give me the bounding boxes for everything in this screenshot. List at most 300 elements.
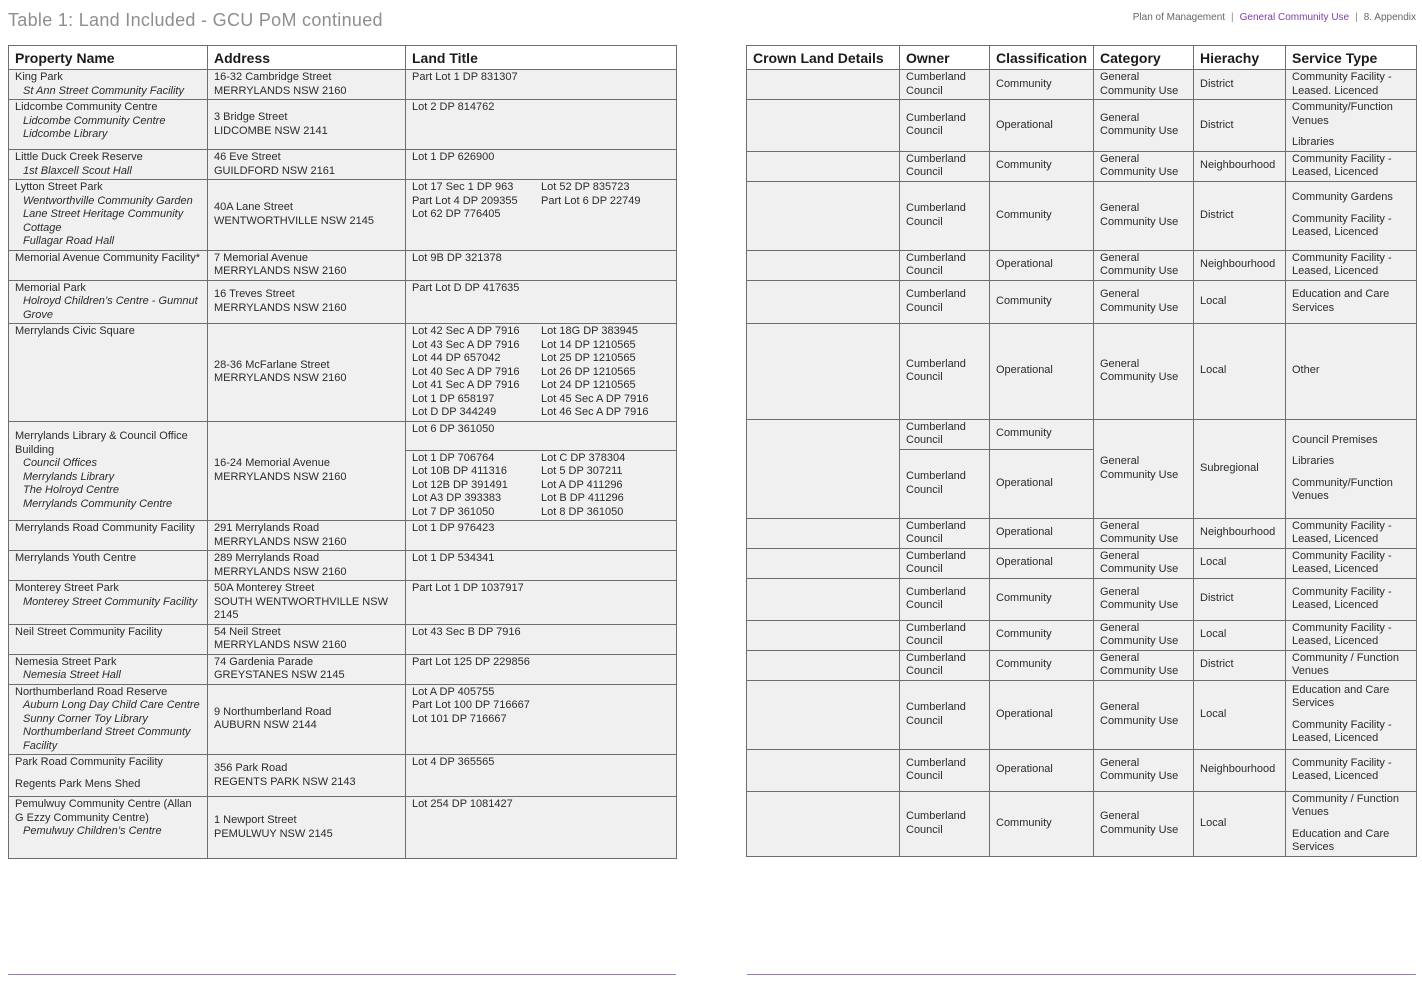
service-type-item: Education and Care Services: [1292, 683, 1390, 709]
property-name: Merrylands Road Community Facility: [15, 522, 195, 534]
crown-land-cell: [747, 650, 900, 680]
facility-name: Council Offices: [23, 457, 97, 470]
classification-cell: Community: [990, 620, 1094, 650]
table-row: [747, 280, 1417, 323]
land-title-lot: Lot 1 DP 658197: [412, 392, 495, 405]
crown-land-cell: [747, 250, 900, 280]
address-line: MERRYLANDS NSW 2160: [214, 535, 347, 548]
service-gap: [1292, 469, 1410, 477]
land-table-right: [746, 45, 1417, 857]
service-type-item: Community/Function Venues: [1292, 476, 1393, 502]
service-type-cell: [1286, 250, 1417, 280]
service-type-item: Community Facility - Leased, Licenced: [1292, 549, 1392, 575]
breadcrumb-item-plan[interactable]: Plan of Management: [1132, 12, 1226, 23]
table-row: [747, 650, 1417, 680]
owner-cell: Cumberland Council: [900, 449, 990, 518]
category-cell: General Community Use: [1094, 650, 1194, 680]
address-line: 74 Gardenia Parade: [214, 655, 314, 668]
table-row: [747, 100, 1417, 152]
category-cell: General Community Use: [1094, 323, 1194, 419]
land-title-lot: Lot A3 DP 393383: [412, 492, 502, 504]
owner-cell: Cumberland Council: [900, 650, 990, 680]
service-type-item: Community/Function Venues: [1292, 101, 1393, 127]
land-title-lot: Lot 1 DP 976423: [412, 522, 495, 534]
land-title-cell: [406, 450, 677, 521]
table-row: [747, 323, 1417, 419]
address-cell: [208, 280, 406, 324]
hierarchy-cell: Local: [1194, 680, 1286, 749]
address-line: 16-24 Memorial Avenue: [214, 457, 330, 470]
land-title-lot: Lot 9B DP 321378: [412, 251, 502, 264]
address-cell: [208, 654, 406, 684]
table-row: [9, 624, 677, 654]
land-title-lot: Lot 43 Sec B DP 7916: [412, 625, 521, 638]
land-title-col-2: [541, 452, 670, 520]
hierarchy-cell: Local: [1194, 548, 1286, 578]
owner-cell: Cumberland Council: [900, 749, 990, 791]
service-type-item: Community Facility - Leased, Licenced: [1292, 756, 1392, 782]
service-type-item: Libraries: [1292, 136, 1335, 148]
table-row: [9, 280, 677, 324]
breadcrumb: Plan of Management | General Community Use | 8. Appendix: [1132, 12, 1416, 23]
property-name: Pemulwuy Community Centre (Allan G Ezzy Community Centre): [15, 798, 192, 824]
service-type-item: Community Gardens: [1292, 191, 1393, 204]
service-type-cell: [1286, 323, 1417, 419]
service-type-item: Education and Care Services: [1292, 288, 1390, 314]
land-title-col-1: [412, 452, 541, 520]
owner-cell: Cumberland Council: [900, 518, 990, 548]
address-cell: [208, 70, 406, 100]
footer-rule-left: [8, 974, 676, 975]
property-name: Merrylands Youth Centre: [15, 552, 137, 564]
facility-name: Merrylands Community Centre: [23, 497, 173, 510]
property-name: Merrylands Civic Square: [15, 325, 135, 337]
category-cell: General Community Use: [1094, 70, 1194, 100]
service-type-cell: [1286, 151, 1417, 181]
address-cell: [208, 581, 406, 625]
property-name-cell: [9, 755, 208, 797]
service-type-item: Community Facility - Leased, Licenced: [1292, 152, 1392, 178]
breadcrumb-item-gcu[interactable]: General Community Use: [1239, 12, 1350, 23]
address-line: MERRYLANDS NSW 2160: [214, 301, 347, 314]
table-row: [9, 581, 677, 625]
facility-name: Wentworthville Community Garden: [23, 194, 193, 207]
land-title-lot: Lot 8 DP 361050: [541, 505, 624, 518]
land-title-lot: Lot 6 DP 361050: [412, 422, 495, 435]
property-name-cell: [9, 624, 208, 654]
hierarchy-cell: Local: [1194, 280, 1286, 323]
property-name: Memorial Avenue Community Facility*: [15, 251, 201, 264]
owner-cell: Cumberland Council: [900, 680, 990, 749]
service-type-cell: [1286, 181, 1417, 250]
service-type-cell: [1286, 419, 1417, 518]
facility-name: Lidcombe Library: [23, 128, 108, 140]
hierarchy-cell: Local: [1194, 791, 1286, 856]
address-line: LIDCOMBE NSW 2141: [214, 124, 328, 137]
land-title-lot: Lot 254 DP 1081427: [412, 798, 513, 810]
crown-land-cell: [747, 181, 900, 250]
facility-name: St Ann Street Community Facility: [23, 84, 184, 97]
address-cell: [208, 755, 406, 797]
property-name-cell: [9, 684, 208, 755]
classification-cell: Operational: [990, 449, 1094, 518]
owner-cell: Cumberland Council: [900, 419, 990, 449]
classification-cell: Community: [990, 70, 1094, 100]
land-title-lot: Lot B DP 411296: [541, 492, 624, 504]
service-type-item: Community / Function Venues: [1292, 651, 1399, 677]
table-row: [9, 797, 677, 859]
table-row: [9, 421, 677, 450]
address-line: 46 Eve Street: [214, 151, 281, 163]
land-title-lot: Part Lot 1 DP 1037917: [412, 582, 524, 594]
category-cell: General Community Use: [1094, 419, 1194, 518]
service-gap: [1292, 820, 1410, 828]
address-line: 1 Newport Street: [214, 814, 297, 826]
service-type-cell: [1286, 749, 1417, 791]
land-title-lot: Lot 42 Sec A DP 7916: [412, 325, 520, 337]
address-cell: [208, 684, 406, 755]
address-line: REGENTS PARK NSW 2143: [214, 775, 356, 788]
col-classification: Classification: [990, 46, 1094, 70]
hierarchy-cell: Subregional: [1194, 419, 1286, 518]
land-title-cell: [406, 150, 677, 180]
service-type-cell: [1286, 70, 1417, 100]
crown-land-cell: [747, 620, 900, 650]
table-row: [9, 551, 677, 581]
table-row: [9, 150, 677, 180]
category-cell: General Community Use: [1094, 548, 1194, 578]
service-type-item: Community Facility - Leased, Licenced: [1292, 585, 1392, 611]
crown-land-cell: [747, 578, 900, 620]
address-line: MERRYLANDS NSW 2160: [214, 639, 347, 651]
service-gap: [1292, 205, 1410, 213]
service-type-cell: [1286, 518, 1417, 548]
address-line: AUBURN NSW 2144: [214, 719, 317, 732]
land-title-col-2: [541, 181, 670, 222]
crown-land-cell: [747, 548, 900, 578]
address-line: MERRYLANDS NSW 2160: [214, 470, 347, 483]
table-row: [9, 684, 677, 755]
address-cell: [208, 551, 406, 581]
service-type-cell: [1286, 791, 1417, 856]
land-title-lot: Lot 45 Sec A DP 7916: [541, 392, 649, 405]
col-crown-land-details: Crown Land Details: [747, 46, 900, 70]
crown-land-cell: [747, 151, 900, 181]
table-row: [9, 250, 677, 280]
address-line: 9 Northumberland Road: [214, 705, 332, 718]
land-title-lot: Lot 40 Sec A DP 7916: [412, 365, 520, 378]
land-title-lot: Lot 46 Sec A DP 7916: [541, 406, 649, 418]
service-type-cell: [1286, 280, 1417, 323]
table-row: [9, 654, 677, 684]
address-cell: [208, 797, 406, 859]
owner-cell: Cumberland Council: [900, 548, 990, 578]
address-line: 28-36 McFarlane Street: [214, 358, 330, 371]
service-gap: [1292, 711, 1410, 719]
land-title-cell: [406, 521, 677, 551]
land-title-lot: Part Lot 1 DP 831307: [412, 71, 518, 83]
crown-land-cell: [747, 518, 900, 548]
crown-land-cell: [747, 280, 900, 323]
facility-name: Lane Street Heritage Community Cottage: [23, 208, 184, 234]
service-type-item: Other: [1292, 364, 1320, 377]
property-name-cell: [9, 150, 208, 180]
table-row: [747, 749, 1417, 791]
land-title-cell: [406, 70, 677, 100]
land-title-lot: Lot 1 DP 626900: [412, 151, 495, 163]
classification-cell: Operational: [990, 100, 1094, 152]
property-name-cell: [9, 250, 208, 280]
land-title-lot: Lot D DP 344249: [412, 406, 497, 418]
land-title-lot: Lot 62 DP 776405: [412, 208, 501, 220]
address-line: PEMULWUY NSW 2145: [214, 827, 333, 840]
address-cell: [208, 150, 406, 180]
address-cell: [208, 624, 406, 654]
land-title-lot: Lot 5 DP 307211: [541, 465, 623, 477]
land-title-lot: Part Lot D DP 417635: [412, 281, 520, 294]
service-gap: [1292, 447, 1410, 455]
category-cell: General Community Use: [1094, 518, 1194, 548]
land-title-cell: [406, 551, 677, 581]
service-type-item: Community Facility - Leased, Licenced: [1292, 212, 1392, 239]
hierarchy-cell: District: [1194, 578, 1286, 620]
table-row: [9, 180, 677, 251]
classification-cell: Operational: [990, 323, 1094, 419]
land-title-cell: [406, 100, 677, 150]
col-land-title: Land Title: [406, 46, 677, 70]
classification-cell: Operational: [990, 548, 1094, 578]
land-title-lot: Lot 12B DP 391491: [412, 478, 508, 491]
classification-cell: Operational: [990, 749, 1094, 791]
facility-name: Merrylands Library: [23, 470, 115, 483]
address-line: 50A Monterey Street: [214, 582, 315, 594]
owner-cell: Cumberland Council: [900, 151, 990, 181]
land-title-lot: Lot 44 DP 657042: [412, 352, 501, 364]
table-row: [9, 324, 677, 422]
col-category: Category: [1094, 46, 1194, 70]
hierarchy-cell: Local: [1194, 323, 1286, 419]
land-title-col-2: [541, 325, 670, 420]
classification-cell: Community: [990, 578, 1094, 620]
land-title-lot: Part Lot 4 DP 209355: [412, 194, 518, 207]
address-line: MERRYLANDS NSW 2160: [214, 265, 347, 277]
col-hierarchy: Hierachy: [1194, 46, 1286, 70]
table-row: [747, 518, 1417, 548]
address-line: GREYSTANES NSW 2145: [214, 669, 345, 681]
owner-cell: Cumberland Council: [900, 100, 990, 152]
category-cell: General Community Use: [1094, 620, 1194, 650]
address-line: 16-32 Cambridge Street: [214, 71, 332, 83]
service-type-item: Community / Function Venues: [1292, 792, 1399, 818]
classification-cell: Community: [990, 181, 1094, 250]
land-title-lot: Lot A DP 411296: [541, 478, 623, 491]
service-type-item: Community Facility - Leased, Licenced: [1292, 519, 1392, 545]
property-name-cell: [9, 797, 208, 859]
address-line: MERRYLANDS NSW 2160: [214, 84, 347, 97]
owner-cell: Cumberland Council: [900, 578, 990, 620]
land-title-lot: Lot 10B DP 411316: [412, 465, 508, 477]
table-row: [747, 419, 1417, 449]
address-line: 3 Bridge Street: [214, 111, 288, 123]
category-cell: General Community Use: [1094, 749, 1194, 791]
facility-name: Northumberland Street Communty Facility: [23, 726, 191, 752]
hierarchy-cell: Neighbourhood: [1194, 518, 1286, 548]
address-cell: [208, 250, 406, 280]
address-cell: [208, 324, 406, 422]
service-type-item: Community Facility - Leased, Licenced: [1292, 718, 1392, 744]
land-title-lot: Lot 17 Sec 1 DP 963: [412, 181, 514, 193]
facility-name: Monterey Street Community Facility: [23, 595, 198, 608]
land-title-lot: Part Lot 100 DP 716667: [412, 699, 530, 711]
hierarchy-cell: District: [1194, 650, 1286, 680]
classification-cell: Community: [990, 280, 1094, 323]
facility-name: The Holroyd Centre: [23, 484, 119, 497]
service-gap: [1292, 128, 1410, 136]
address-cell: [208, 100, 406, 150]
land-title-cell: [406, 280, 677, 324]
table-row: [747, 578, 1417, 620]
land-title-lot: Lot 41 Sec A DP 7916: [412, 379, 520, 391]
table-row: [747, 620, 1417, 650]
service-type-item: Education and Care Services: [1292, 827, 1390, 853]
table-row: [747, 680, 1417, 749]
classification-cell: Operational: [990, 680, 1094, 749]
classification-cell: Community: [990, 650, 1094, 680]
crown-land-cell: [747, 749, 900, 791]
property-name: Merrylands Library & Council Office Building: [15, 430, 188, 456]
hierarchy-cell: Neighbourhood: [1194, 250, 1286, 280]
table-row: [9, 70, 677, 100]
land-title-cell: [406, 421, 677, 450]
address-cell: [208, 421, 406, 521]
land-title-lot: Lot 18G DP 383945: [541, 325, 639, 337]
facility-name: Lidcombe Community Centre: [23, 114, 166, 127]
address-line: 54 Neil Street: [214, 625, 281, 638]
property-name: Northumberland Road Reserve: [15, 685, 168, 698]
land-title-lot: Part Lot 125 DP 229856: [412, 655, 530, 668]
facility-name: Holroyd Children’s Centre - Gumnut Grove: [23, 295, 198, 321]
land-title-cell: [406, 250, 677, 280]
table-row: [747, 250, 1417, 280]
property-name: Nemesia Street Park: [15, 655, 117, 668]
table-row: [747, 181, 1417, 250]
table-row: [9, 521, 677, 551]
property-name: Monterey Street Park: [15, 582, 119, 594]
land-title-lot: Lot 14 DP 1210565: [541, 338, 636, 351]
land-title-lot: Lot 25 DP 1210565: [541, 352, 636, 364]
property-name-cell: [9, 551, 208, 581]
col-property-name: Property Name: [9, 46, 208, 70]
table-row: [747, 70, 1417, 100]
facility-name: 1st Blaxcell Scout Hall: [23, 164, 132, 177]
service-type-cell: [1286, 620, 1417, 650]
land-title-lot: Lot 7 DP 361050: [412, 505, 495, 518]
category-cell: General Community Use: [1094, 250, 1194, 280]
property-name-cell: [9, 654, 208, 684]
crown-land-cell: [747, 791, 900, 856]
hierarchy-cell: Local: [1194, 620, 1286, 650]
col-owner: Owner: [900, 46, 990, 70]
hierarchy-cell: Neighbourhood: [1194, 151, 1286, 181]
land-title-cell: [406, 684, 677, 755]
land-title-lot: Lot 24 DP 1210565: [541, 379, 636, 391]
land-title-cell: [406, 797, 677, 859]
service-type-cell: [1286, 578, 1417, 620]
property-name-cell: [9, 521, 208, 551]
land-title-lot: Lot 2 DP 814762: [412, 101, 495, 113]
facility-name: Sunny Corner Toy Library: [23, 712, 148, 725]
service-type-cell: [1286, 100, 1417, 152]
crown-land-cell: [747, 323, 900, 419]
property-name-cell: [9, 100, 208, 150]
service-type-item: Community Facility - Leased. Licenced: [1292, 71, 1392, 97]
hierarchy-cell: District: [1194, 181, 1286, 250]
table-row: [747, 151, 1417, 181]
address-line: 291 Merrylands Road: [214, 522, 320, 534]
address-line: GUILDFORD NSW 2161: [214, 164, 336, 177]
service-type-item: Community Facility - Leased, Licenced: [1292, 621, 1392, 647]
land-title-lot: Lot 52 DP 835723: [541, 181, 630, 193]
service-type-item: Libraries: [1292, 455, 1335, 467]
land-title-columns: [412, 181, 670, 222]
property-name: King Park: [15, 71, 63, 83]
owner-cell: Cumberland Council: [900, 620, 990, 650]
breadcrumb-item-appendix[interactable]: 8. Appendix: [1363, 12, 1416, 23]
land-title-lot: Lot 43 Sec A DP 7916: [412, 338, 520, 351]
property-name-cell: [9, 180, 208, 251]
facility-name: Auburn Long Day Child Care Centre: [23, 699, 200, 711]
property-name: Lidcombe Community Centre: [15, 101, 158, 113]
category-cell: General Community Use: [1094, 151, 1194, 181]
facility-name: Pemulwuy Children’s Centre: [23, 825, 162, 837]
col-address: Address: [208, 46, 406, 70]
owner-cell: Cumberland Council: [900, 323, 990, 419]
land-title-lot: Lot A DP 405755: [412, 685, 495, 698]
service-type-cell: [1286, 650, 1417, 680]
land-title-lot: Lot 1 DP 706764: [412, 451, 495, 464]
crown-land-cell: [747, 680, 900, 749]
address-line: 16 Treves Street: [214, 288, 295, 301]
land-title-col-1: [412, 325, 541, 420]
service-type-item: Community Facility - Leased, Licenced: [1292, 251, 1392, 277]
crown-land-cell: [747, 419, 900, 518]
property-name-cell: [9, 421, 208, 521]
land-title-cell: [406, 755, 677, 797]
owner-cell: Cumberland Council: [900, 280, 990, 323]
service-type-item: Council Premises: [1292, 433, 1378, 446]
land-title-lot: Lot 26 DP 1210565: [541, 365, 636, 378]
name-gap: [15, 770, 201, 778]
table-row: [9, 755, 677, 797]
classification-cell: Community: [990, 151, 1094, 181]
address-line: 40A Lane Street: [214, 201, 293, 214]
land-title-lot: Lot C DP 378304: [541, 451, 626, 464]
address-line: MERRYLANDS NSW 2160: [214, 565, 347, 578]
classification-cell: Community: [990, 791, 1094, 856]
category-cell: General Community Use: [1094, 791, 1194, 856]
owner-cell: Cumberland Council: [900, 70, 990, 100]
property-name-cell: [9, 581, 208, 625]
facility-name: Fullagar Road Hall: [23, 235, 115, 247]
land-title-lot: Lot 4 DP 365565: [412, 756, 495, 768]
table-row: [747, 548, 1417, 578]
land-title-cell: [406, 180, 677, 251]
footer-rule-right: [747, 974, 1416, 975]
page-title: Table 1: Land Included - GCU PoM continued: [8, 10, 383, 30]
property-name: Neil Street Community Facility: [15, 625, 163, 638]
address-line: 356 Park Road: [214, 762, 288, 774]
col-service-type: Service Type: [1286, 46, 1417, 70]
